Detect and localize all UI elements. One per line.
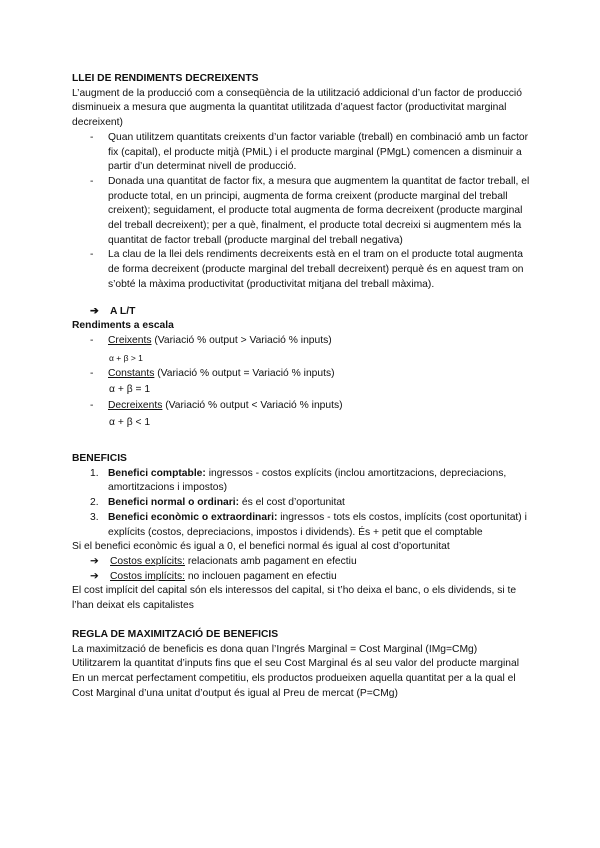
section-title-lleis: LLEI DE RENDIMENTS DECREIXENTS bbox=[72, 73, 259, 84]
list-item: ➔ Costos implícits: no inclouen pagament en efectiu bbox=[72, 570, 532, 585]
formula: α + β = 1 bbox=[109, 384, 151, 396]
list-item: - La clau de la llei dels rendiments decreixents està en el tram on el producte total augmenta de forma decreixent (producte marginal del treball decreixent) perquè és en aquest tram on s’obté la màxima productivitat (productivitat mitjana del treball màxima). bbox=[90, 249, 524, 290]
document-page bbox=[72, 72, 532, 701]
arrow-icon: ➔ bbox=[90, 555, 99, 567]
section-title-regla: REGLA DE MAXIMITZACIÓ DE BENEFICIS bbox=[72, 628, 279, 640]
list-item: 1. Benefici comptable: ingressos - costos explícits (inclou amortitzacions, depreciacions, amortitzacions i impostos) bbox=[90, 467, 507, 494]
lleis-intro: L’augment de la producció com a conseqüència de la utilització addicional d’un factor de producció disminueix a mesura que augmenta la quantitat utilitzada d’aquest factor (productivitat marginal decreixent) bbox=[72, 87, 522, 129]
list-item: - Donada una quantitat de factor fix, a mesura que augmentem la quantitat de factor treball, el producte total, en un principi, augmenta de forma creixent (producte marginal del treball creixent); seguidament, el producte total augmenta de forma decreixent (producte marginal del treball decreixent); per a què, finalment, el producte total decreixi si augmentem més la quantitat de factor treball (producte marginal del treball negativa) bbox=[90, 175, 530, 246]
regla-line: En un mercat perfectament competitiu, els productos produeixen aquella quantitat per a la qual el Cost Marginal d’una unitat d’output és igual al Preu de mercat (P=CMg) bbox=[72, 672, 516, 699]
list-item: - Creixents (Variació % output > Variació % inputs) bbox=[90, 334, 332, 346]
list-item: 3. Benefici econòmic o extraordinari: ingressos - tots els costos, implícits (cost oportunitat) i explícits (costos, depreciacions, impostos i dividends). És + petit que el comptable bbox=[90, 511, 527, 538]
list-item: - Quan utilitzem quantitats creixents d’un factor variable (treball) en combinació amb un factor fix (capital), el producte mitjà (PMiL) i el producte marginal (PMgL) comencen a disminuir a partir d’un determinat nivell de producció. bbox=[90, 131, 529, 173]
list-item: - Constants (Variació % output = Variació % inputs) bbox=[90, 367, 335, 379]
formula: α + β > 1 bbox=[109, 352, 143, 363]
section-title-beneficis: BENEFICIS bbox=[72, 453, 127, 465]
arrow-icon: ➔ bbox=[90, 305, 99, 317]
arrow-icon: ➔ bbox=[90, 570, 99, 582]
list-item: 2. Benefici normal o ordinari: és el cost d’oportunitat bbox=[90, 497, 345, 509]
regla-line: Utilitzarem la quantitat d’inputs fins que el seu Cost Marginal és al seu valor del producte marginal bbox=[72, 658, 519, 670]
formula: α + β < 1 bbox=[109, 417, 151, 429]
list-item: ➔ Costos explícits: relacionats amb pagament en efectiu bbox=[72, 555, 532, 570]
beneficis-note: Si el benefici econòmic és igual a 0, el benefici normal és igual al cost d’oportunitat bbox=[72, 541, 450, 553]
rendiments-title: Rendiments a escala bbox=[72, 320, 174, 332]
beneficis-closing: El cost implícit del capital són els interessos del capital, si t’ho deixa el banc, o els dividends, si te l’han deixat els capitalistes bbox=[72, 585, 517, 612]
lt-heading: ➔ A L/T bbox=[72, 305, 532, 320]
regla-line: La maximització de beneficis es dona quan l’Ingrés Marginal = Cost Marginal (IMg=CMg) bbox=[72, 643, 478, 655]
list-item: - Decreixents (Variació % output < Variació % inputs) bbox=[90, 400, 343, 412]
